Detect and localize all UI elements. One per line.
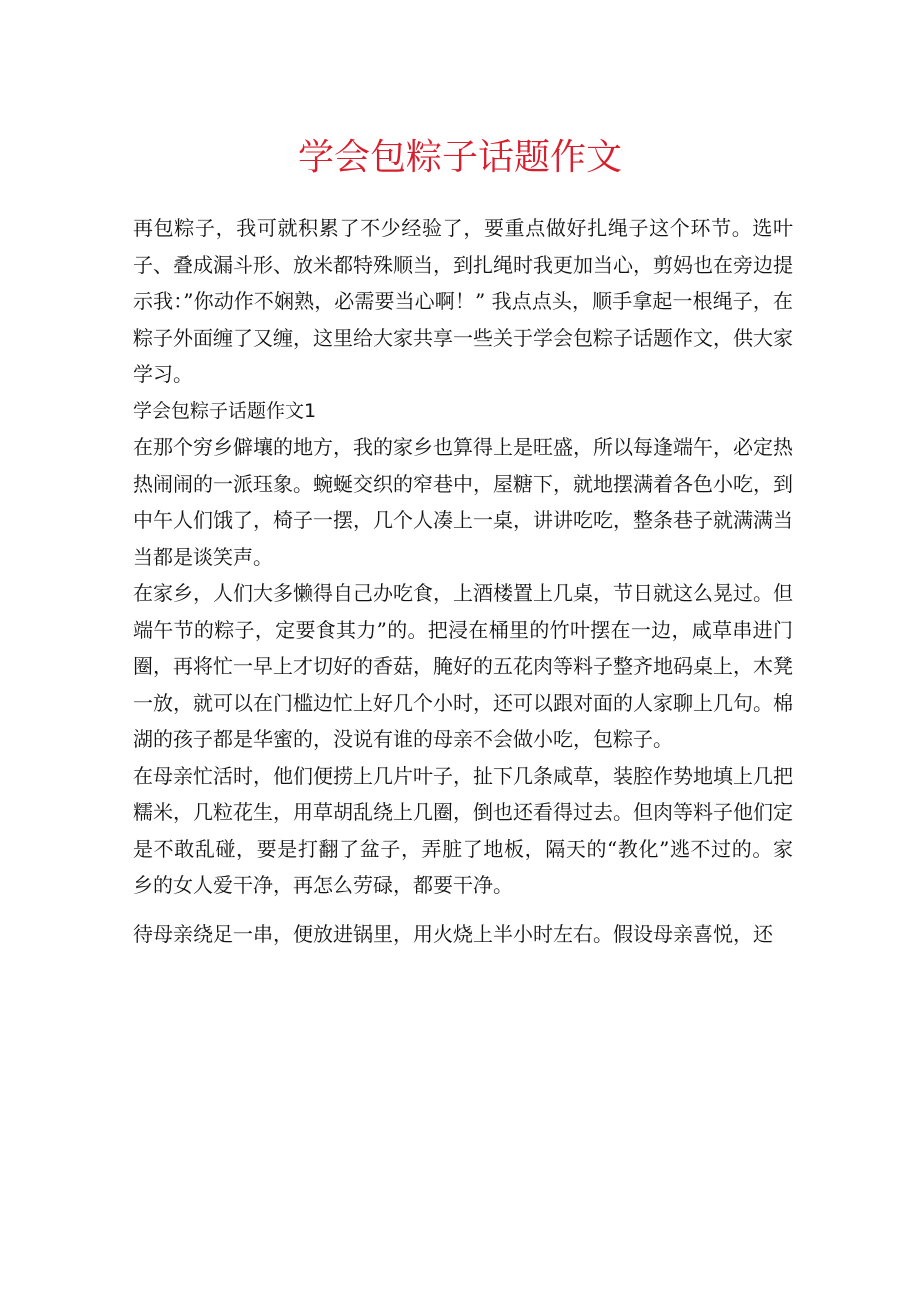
section-heading: 学会包粽子话题作文1 (133, 399, 317, 422)
body-paragraph-3: 在母亲忙活时，他们便捞上几片叶子，扯下几条咸草，装腔作势地填上几把糯米，几粒花生，用草胡乱绕上几圈，倒也还看得过去。但肉等料子他们定是不敢乱碰，要是打翻了盆子，弄脏了地板，隔天的“教化”逃不过的。家乡的女人爱干净，再怎么劳碌，都要干净。 (133, 763, 793, 897)
document-body (133, 210, 793, 952)
document-title: 学会包粽子话题作文 (297, 137, 622, 178)
body-paragraph-2: 在家乡，人们大多懒得自己办吃食，上酒楼置上几桌，节日就这么晃过。但端午节的粽子，定要食其力”的。把浸在桶里的竹叶摆在一边，咸草串进门圈，再将忙一早上才切好的香菇，腌好的五花肉等料子整齐地码桌上，木凳一放，就可以在门槛边忙上好几个小时，还可以跟对面的人家聊上几句。棉湖的孩子都是华蜜的，没说有谁的母亲不会做小吃，包粽子。 (133, 581, 793, 751)
body-paragraph-4: 待母亲绕足一串，便放进锅里，用火烧上半小时左右。假设母亲喜悦，还 (133, 921, 773, 946)
body-paragraph-1: 在那个穷乡僻壤的地方，我的家乡也算得上是旺盛，所以每逢端午，必定热热闹闹的一派珏象。蜿蜒交织的窄巷中，屋糖下，就地摆满着各色小吃，到中午人们饿了，椅子一摆，几个人凑上一桌，讲讲吃吃，整条巷子就满满当当都是谈笑声。 (133, 435, 793, 569)
intro-paragraph: 再包粽子，我可就积累了不少经验了，要重点做好扎绳子这个环节。选叶子、叠成漏斗形、放米都特殊顺当，到扎绳时我更加当心，剪妈也在旁边提示我：”你动作不娴熟，必需要当心啊！” 我点点头，顺手拿起一根绳子，在粽子外面缠了又缠，这里给大家共享一些关于学会包粽子话题作文，供大家学习。 (133, 216, 793, 386)
